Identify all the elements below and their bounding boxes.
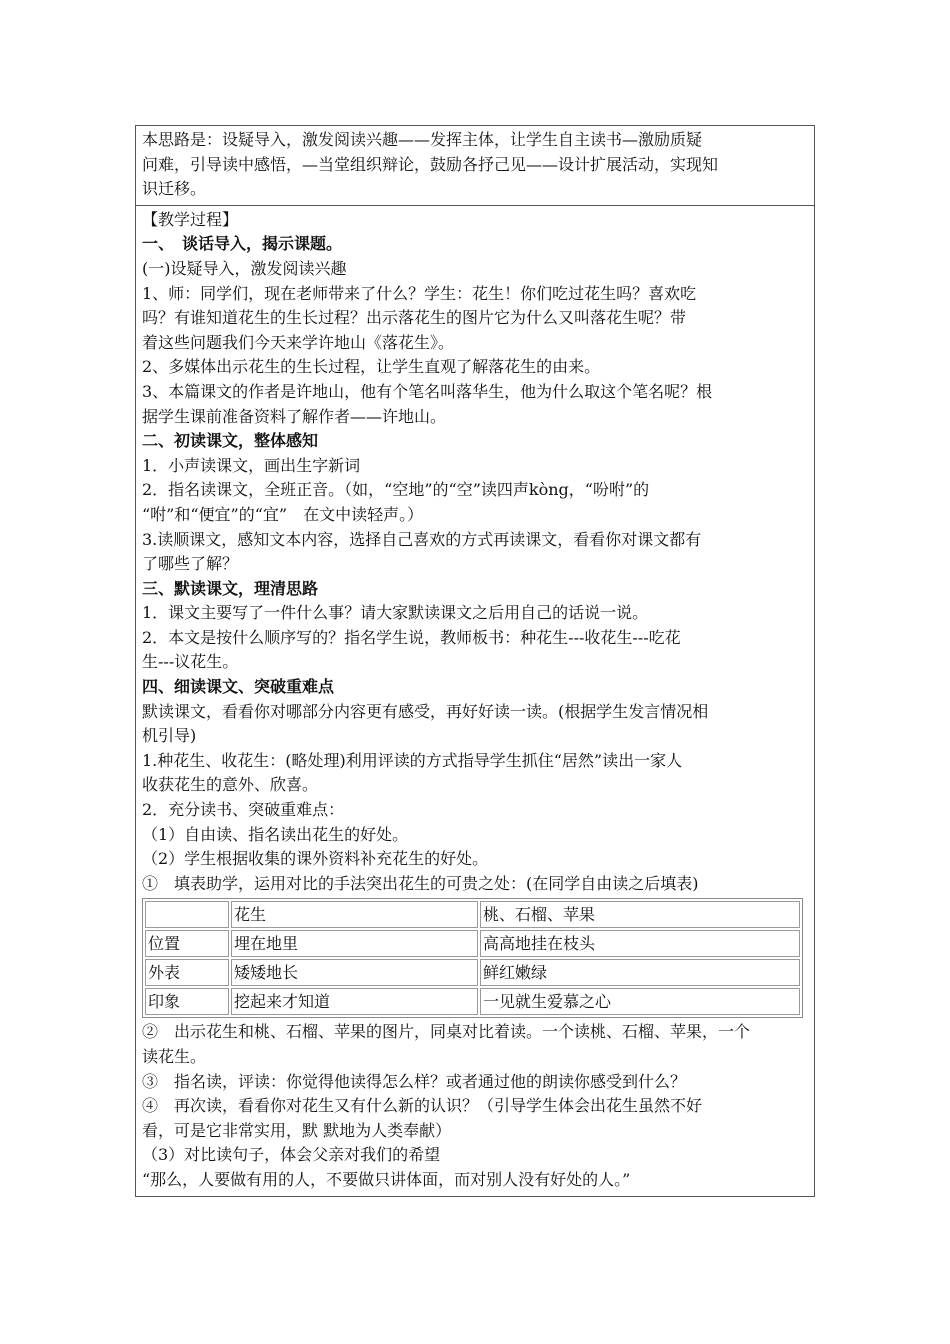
section-heading: 一、 谈话导入，揭示课题。 [142, 234, 343, 254]
text-line: ② 出示花生和桃、石榴、苹果的图片，同桌对比着读。一个读桃、石榴、苹果，一个 [142, 1022, 751, 1042]
text-line: ④ 再次读，看看你对花生又有什么新的认识？（引导学生体会出花生虽然不好 [142, 1096, 703, 1116]
text-line: 1．课文主要写了一件什么事？请大家默读课文之后用自己的话说一说。 [142, 603, 649, 623]
text-line: 2．本文是按什么顺序写的？指名学生说，教师板书：种花生---收花生---吃花 [142, 627, 681, 647]
text-line: 了哪些了解？ [142, 554, 239, 574]
comparison-table [142, 898, 803, 1018]
text-line: 1．小声读课文，画出生字新词 [142, 455, 361, 475]
text-line: 识迁移。 [142, 179, 207, 199]
text-line: 据学生课前准备资料了解作者——许地山。 [142, 406, 447, 426]
sub-heading: (一)设疑导入，激发阅读兴趣 [142, 258, 347, 278]
table-row [145, 930, 800, 957]
text-line: 问难，引导读中感悟，—当堂组织辩论，鼓励各抒己见——设计扩展活动，实现知 [142, 154, 719, 174]
text-line: 机引导) [142, 726, 197, 746]
text-line: 读花生。 [142, 1047, 207, 1066]
table-cell: 挖起来才知道 [231, 988, 478, 1015]
text-line: 1、师：同学们，现在老师带来了什么？学生：花生！你们吃过花生吗？喜欢吃 [142, 283, 697, 303]
text-line: 1.种花生、收花生：(略处理)利用评读的方式指导学生抓住“居然”读出一家人 [142, 750, 683, 770]
table-header-cell [145, 901, 229, 928]
text-line: 看，可是它非常实用，默 默地为人类奉献） [142, 1120, 452, 1140]
section-heading: 四、细读课文、突破重难点 [142, 677, 335, 697]
text-line: 2．充分读书、突破重难点： [142, 800, 345, 820]
design-idea-cell [135, 125, 815, 206]
table-cell: 埋在地里 [231, 930, 478, 957]
text-line: 吗？有谁知道花生的生长过程？出示落花生的图片它为什么又叫落花生呢？带 [142, 308, 687, 328]
text-line: 3、本篇课文的作者是许地山，他有个笔名叫落华生，他为什么取这个笔名呢？根 [142, 381, 713, 401]
text-line: 收获花生的意外、欣喜。 [142, 775, 319, 795]
text-line: 本思路是：设疑导入，激发阅读兴趣——发挥主体，让学生自主读书—激励质疑 [142, 130, 703, 149]
table-cell: 印象 [145, 988, 229, 1015]
table-cell: 位置 [145, 930, 229, 957]
table-header-cell: 花生 [231, 901, 478, 928]
table-cell: 高高地挂在枝头 [480, 930, 800, 957]
table-cell: 外表 [145, 959, 229, 986]
teaching-process-cell [135, 206, 815, 1197]
quote-line: “那么，人要做有用的人，不要做只讲体面，而对别人没有好处的人。” [142, 1169, 631, 1189]
table-cell: 鲜红嫩绿 [480, 959, 800, 986]
text-line: 2、多媒体出示花生的生长过程，让学生直观了解落花生的由来。 [142, 357, 601, 377]
table-header-cell: 桃、石榴、苹果 [480, 901, 800, 928]
section-heading: 三、默读课文，理清思路 [142, 578, 319, 598]
text-line: 生---议花生。 [142, 652, 239, 672]
table-row [145, 988, 800, 1015]
text-line: ① 填表助学，运用对比的手法突出花生的可贵之处：(在同学自由读之后填表) [142, 873, 699, 893]
lesson-plan-sheet [135, 125, 815, 1197]
text-line: （3）对比读句子，体会父亲对我们的希望 [142, 1145, 441, 1165]
table-header-row [145, 901, 800, 928]
text-line: 2．指名读课文，全班正音。（如，“空地”的“空”读四声kòng，“吩咐”的 [142, 480, 650, 500]
table-cell: 矮矮地长 [231, 959, 478, 986]
text-line: 默读课文，看看你对哪部分内容更有感受，再好好读一读。(根据学生发言情况相 [142, 701, 709, 721]
table-row [145, 959, 800, 986]
table-cell: 一见就生爱慕之心 [480, 988, 800, 1015]
text-line: （1）自由读、指名读出花生的好处。 [142, 824, 409, 844]
text-line: ③ 指名读，评读：你觉得他读得怎么样？或者通过他的朗读你感受到什么？ [142, 1071, 687, 1091]
section-heading: 二、初读课文，整体感知 [142, 431, 319, 451]
text-line: 着这些问题我们今天来学许地山《落花生》。 [142, 332, 455, 352]
text-line: “咐”和“便宜”的“宜” 在文中读轻声。） [142, 504, 424, 524]
process-title: 【教学过程】 [142, 209, 239, 229]
text-line: （2）学生根据收集的课外资料补充花生的好处。 [142, 849, 489, 869]
text-line: 3.读顺课文，感知文本内容，选择自己喜欢的方式再读课文，看看你对课文都有 [142, 529, 702, 549]
